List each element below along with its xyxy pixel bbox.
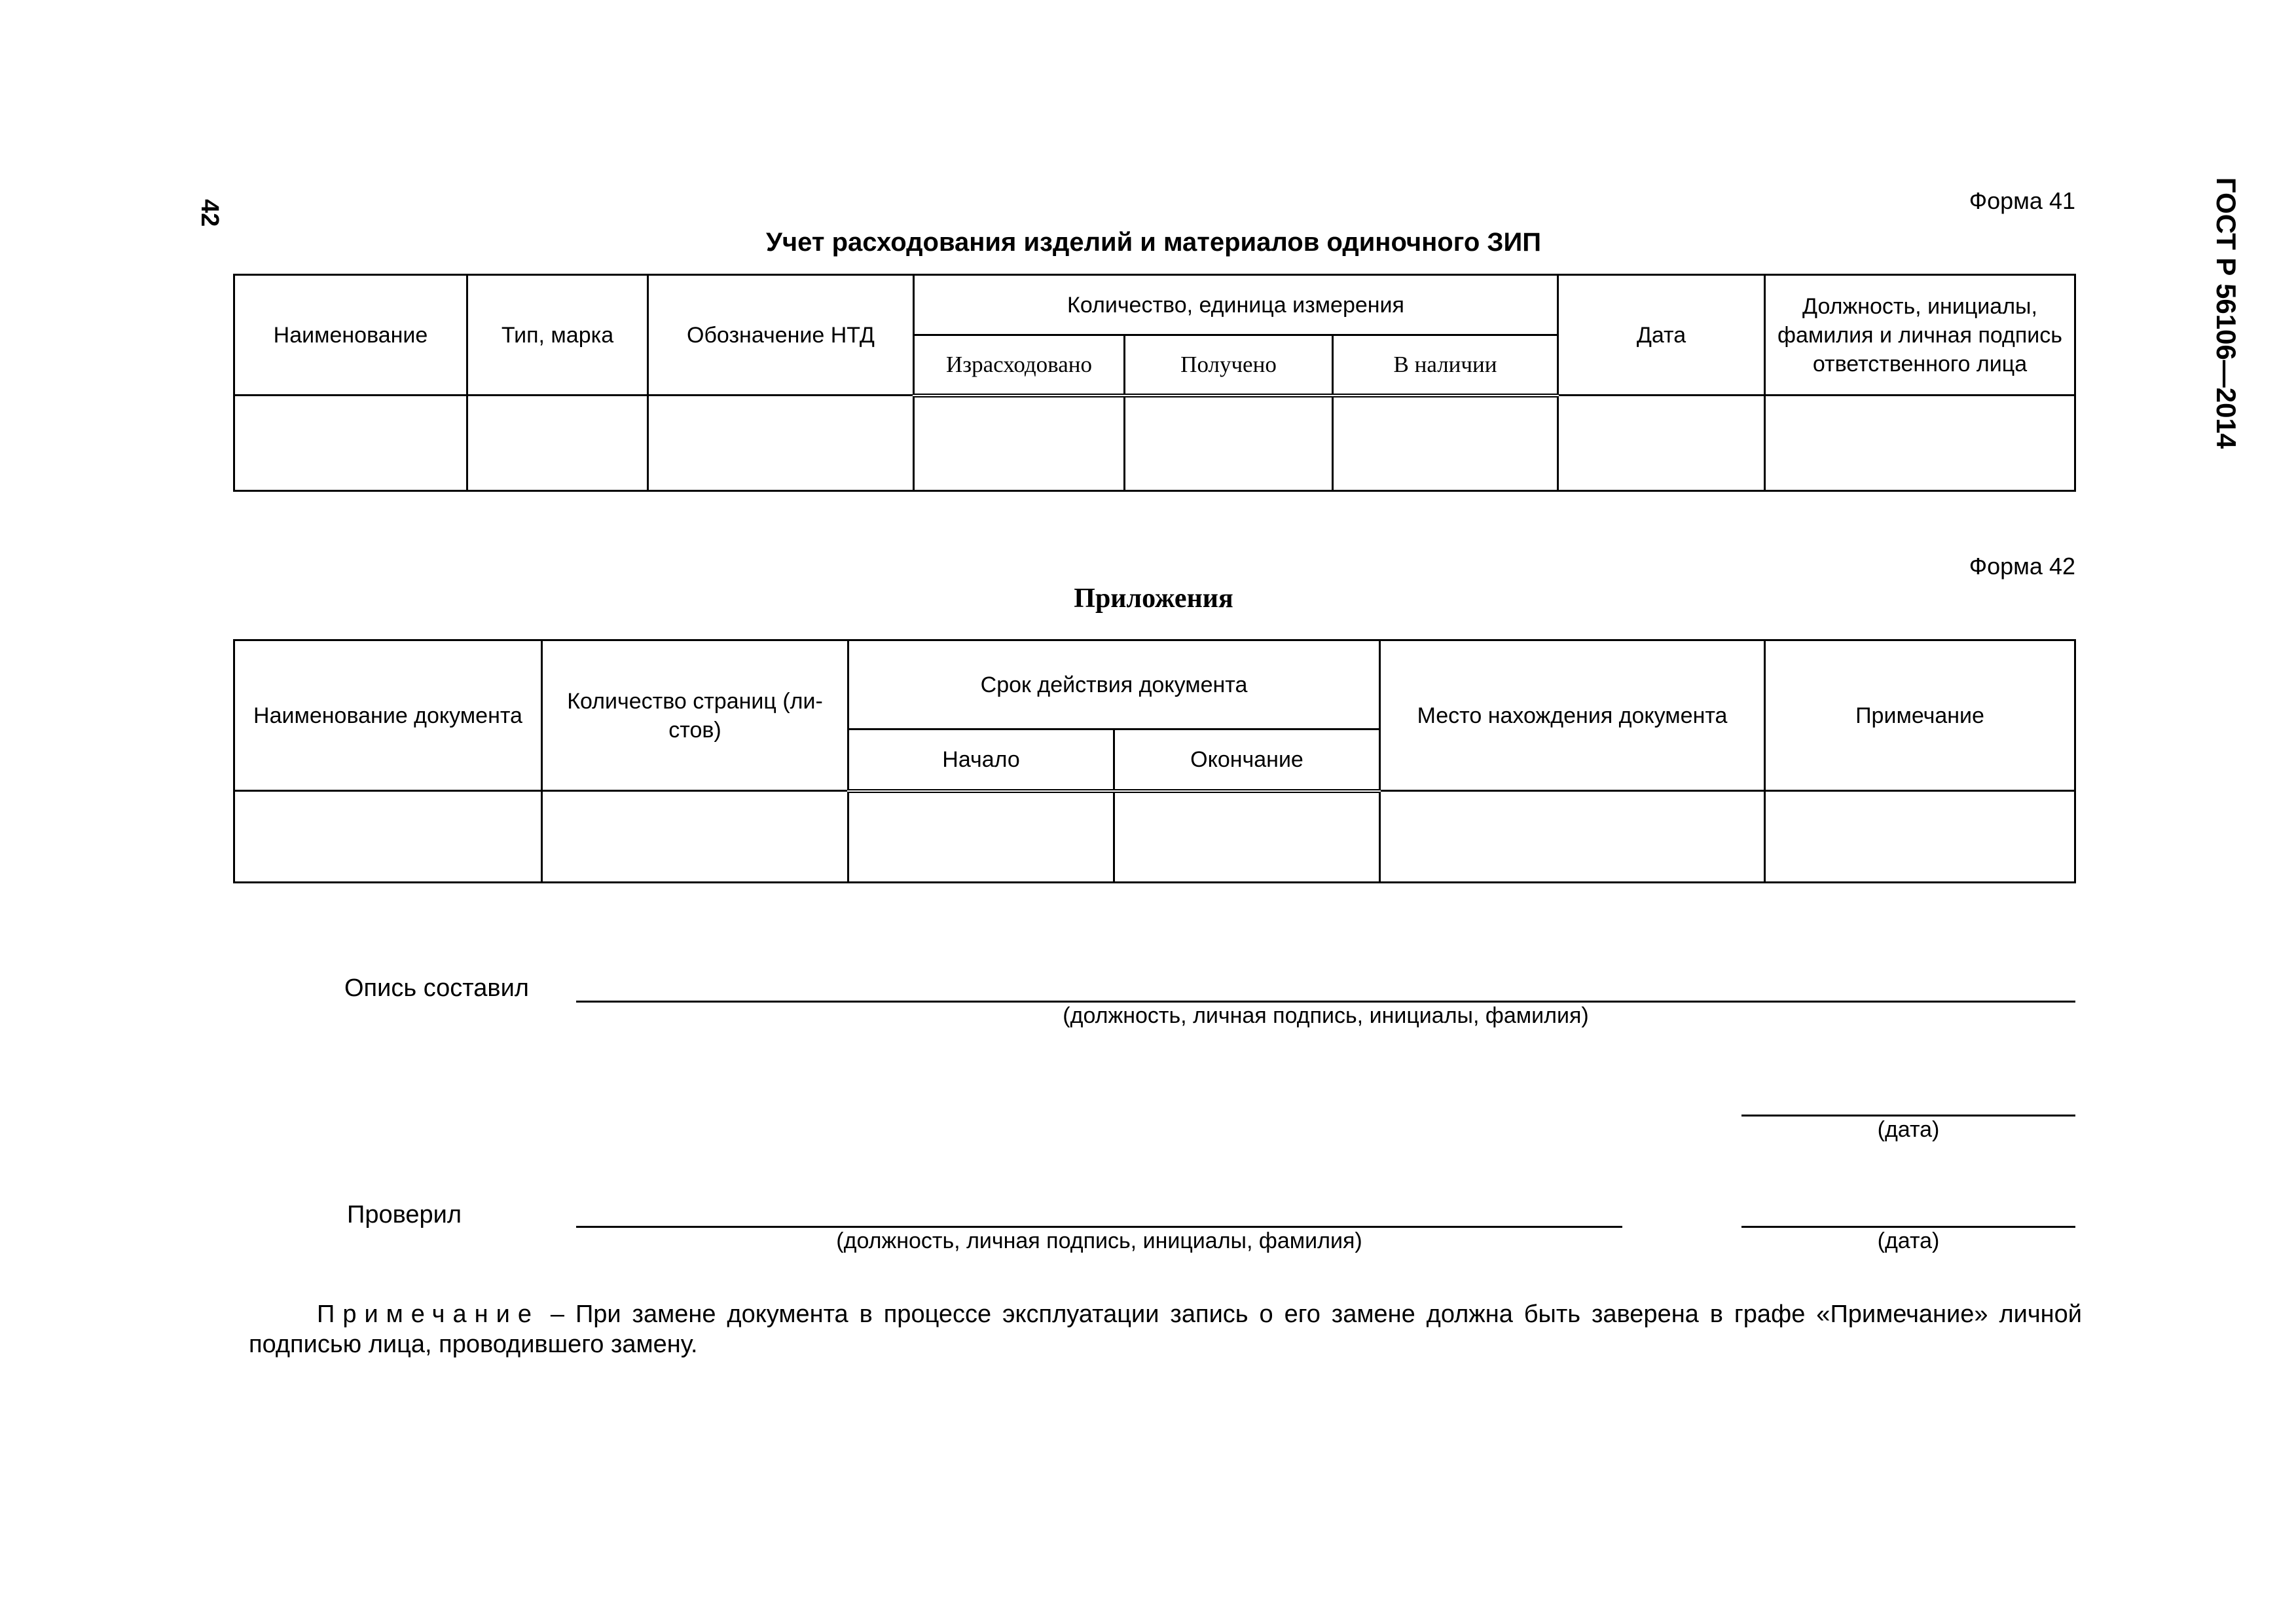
checked-signature-line[interactable] <box>576 1226 1622 1228</box>
note-prefix: Примечание <box>317 1301 539 1328</box>
empty-cell[interactable] <box>1765 396 2075 491</box>
header-pages: Количество страниц (ли-стов) <box>542 640 848 791</box>
compiled-date-caption: (дата) <box>1877 1117 1940 1142</box>
empty-cell[interactable] <box>467 396 648 491</box>
header-received: Получено <box>1125 335 1333 396</box>
header-start: Начало <box>848 729 1114 791</box>
table-row <box>234 396 2075 491</box>
header-validity-group: Срок действия документа <box>848 640 1380 729</box>
form42-title: Приложения <box>1074 583 1233 614</box>
compiled-date-line[interactable] <box>1741 1115 2075 1116</box>
header-type: Тип, марка <box>467 275 648 396</box>
header-end: Окончание <box>1114 729 1380 791</box>
note-text: – При замене документа в процессе эксплуатации запись о его замене должна быть заверена в графе «Примечание» личной подписью лица, проводившего замену. <box>249 1301 2082 1358</box>
header-available: В наличии <box>1333 335 1558 396</box>
empty-cell[interactable] <box>1125 396 1333 491</box>
empty-cell[interactable] <box>1114 791 1380 883</box>
empty-cell[interactable] <box>648 396 914 491</box>
empty-cell[interactable] <box>1380 791 1765 883</box>
checked-by-label: Проверил <box>347 1201 462 1228</box>
header-quantity-group: Количество, единица измерения <box>914 275 1558 335</box>
note-paragraph <box>249 1299 2082 1359</box>
empty-cell[interactable] <box>542 791 848 883</box>
header-date: Дата <box>1558 275 1765 396</box>
empty-cell[interactable] <box>1558 396 1765 491</box>
header-doc-name: Наименование документа <box>234 640 542 791</box>
empty-cell[interactable] <box>234 396 467 491</box>
header-spent: Израсходовано <box>914 335 1125 396</box>
standard-code: ГОСТ Р 56106—2014 <box>2211 177 2242 449</box>
checked-date-caption: (дата) <box>1877 1228 1940 1253</box>
form41-label: Форма 41 <box>1969 187 2075 214</box>
compiled-by-label: Опись составил <box>344 974 529 1002</box>
empty-cell[interactable] <box>234 791 542 883</box>
empty-cell[interactable] <box>1333 396 1558 491</box>
form41-table <box>233 274 2076 492</box>
empty-cell[interactable] <box>1765 791 2075 883</box>
checked-date-line[interactable] <box>1741 1226 2075 1228</box>
form41-title: Учет расходования изделий и материалов одиночного ЗИП <box>766 228 1541 257</box>
header-responsible: Должность, инициалы, фамилия и личная подпись ответственного лица <box>1765 275 2075 396</box>
checked-caption: (должность, личная подпись, инициалы, фамилия) <box>836 1228 1362 1253</box>
header-location: Место нахождения документа <box>1380 640 1765 791</box>
form42-table <box>233 639 2076 883</box>
empty-cell[interactable] <box>914 396 1125 491</box>
page-number: 42 <box>196 199 223 227</box>
table-row <box>234 791 2075 883</box>
compiled-signature-line[interactable] <box>576 1001 2075 1003</box>
header-name: Наименование <box>234 275 467 396</box>
compiled-caption: (должность, личная подпись, инициалы, фамилия) <box>1063 1003 1589 1028</box>
form42-label: Форма 42 <box>1969 553 2075 580</box>
empty-cell[interactable] <box>848 791 1114 883</box>
header-ntd: Обозначение НТД <box>648 275 914 396</box>
header-remark: Примечание <box>1765 640 2075 791</box>
